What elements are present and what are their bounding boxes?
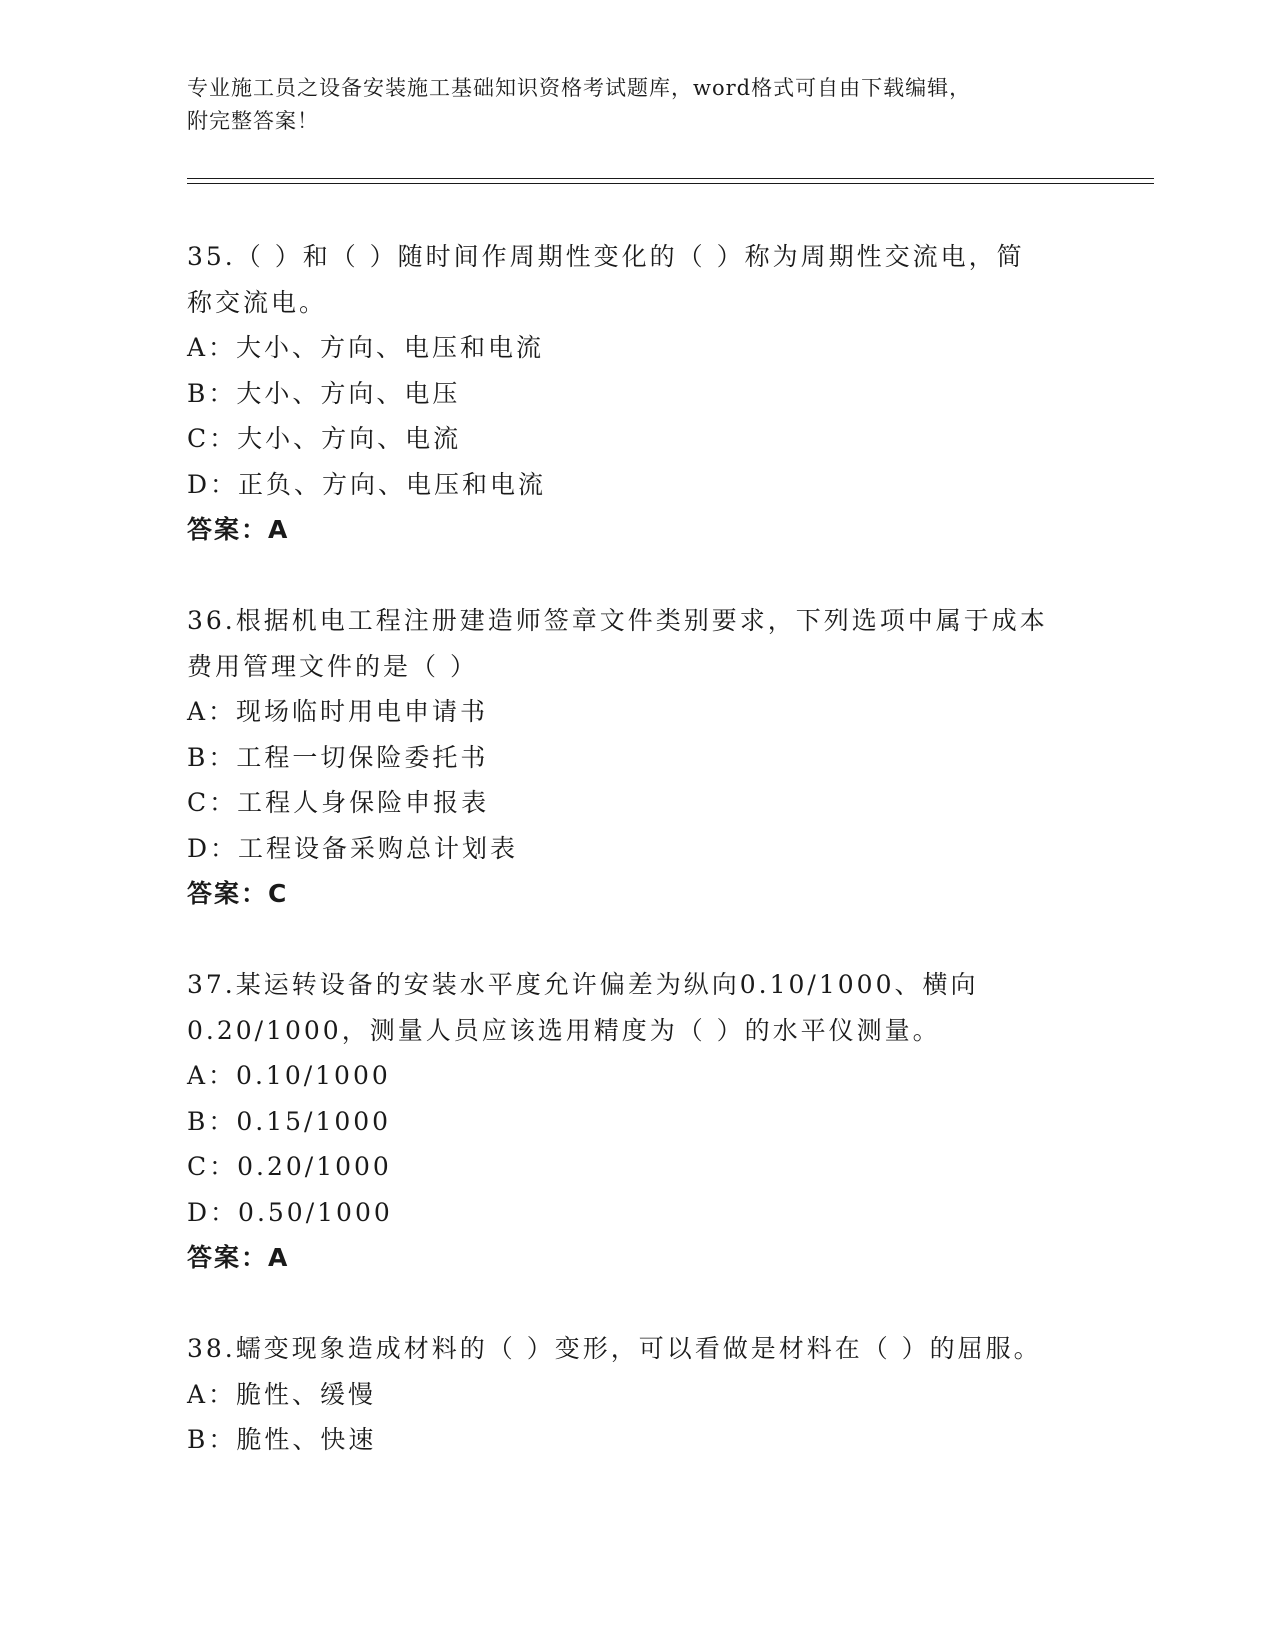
option-c: C：工程人身保险申报表 xyxy=(187,788,490,817)
question-stem: 36.根据机电工程注册建造师签章文件类别要求，下列选项中属于成本 xyxy=(187,606,1048,635)
option-c: C：0.20/1000 xyxy=(187,1152,392,1181)
answer-label: 答案：A xyxy=(187,515,290,544)
option-b: B：工程一切保险委托书 xyxy=(187,742,489,772)
answer-label: 答案：A xyxy=(187,1243,290,1272)
question-stem: 35.（ ）和（ ）随时间作周期性变化的（ ）称为周期性交流电，简 xyxy=(187,242,1025,271)
document-header xyxy=(187,72,1087,138)
answer-label: 答案：C xyxy=(187,879,289,908)
option-d: D：0.50/1000 xyxy=(187,1197,393,1227)
option-d: D：工程设备采购总计划表 xyxy=(187,833,519,863)
question-37 xyxy=(187,962,1087,1281)
question-36 xyxy=(187,598,1087,917)
option-b: B：大小、方向、电压 xyxy=(187,378,461,408)
header-divider-top xyxy=(187,178,1154,179)
question-stem: 37.某运转设备的安装水平度允许偏差为纵向0.10/1000、横向 xyxy=(187,970,979,999)
header-divider-bottom xyxy=(187,183,1154,184)
option-d: D：正负、方向、电压和电流 xyxy=(187,469,547,499)
question-stem: 称交流电。 xyxy=(187,287,328,317)
header-line-1: 专业施工员之设备安装施工基础知识资格考试题库，word格式可自由下载编辑， xyxy=(187,76,972,100)
question-stem: 0.20/1000，测量人员应该选用精度为（ ）的水平仪测量。 xyxy=(187,1015,941,1045)
option-a: A：0.10/1000 xyxy=(187,1061,391,1090)
question-stem: 费用管理文件的是（ ） xyxy=(187,651,478,681)
option-b: B：0.15/1000 xyxy=(187,1106,392,1136)
option-c: C：大小、方向、电流 xyxy=(187,424,462,453)
question-38 xyxy=(187,1326,1087,1463)
question-stem: 38.蠕变现象造成材料的（ ）变形，可以看做是材料在（ ）的屈服。 xyxy=(187,1334,1042,1363)
header-line-2: 附完整答案！ xyxy=(187,109,319,133)
question-35 xyxy=(187,234,1087,553)
option-a: A：现场临时用电申请书 xyxy=(187,697,489,726)
option-a: A：大小、方向、电压和电流 xyxy=(187,333,545,362)
option-b: B：脆性、快速 xyxy=(187,1425,377,1454)
option-a: A：脆性、缓慢 xyxy=(187,1379,377,1409)
